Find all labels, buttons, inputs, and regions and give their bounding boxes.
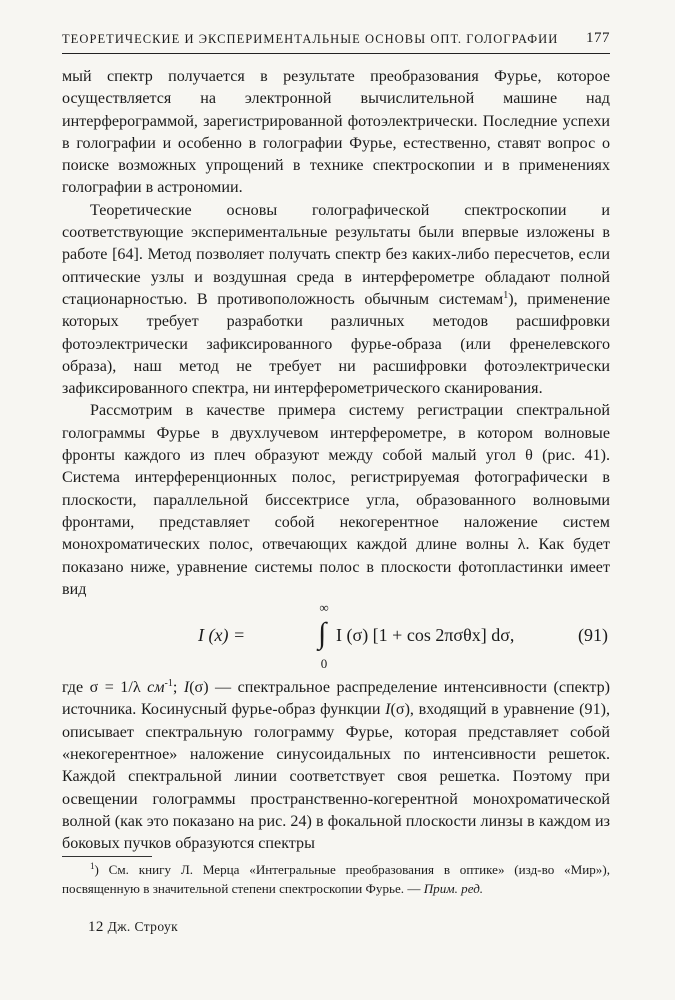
editor-note: Прим. ред. (423, 881, 484, 896)
paragraph-4 (62, 677, 610, 855)
symbol-I-2: I (385, 701, 391, 719)
footnote-rule (62, 856, 152, 857)
main-text (62, 66, 610, 856)
equation-number: (91) (578, 625, 608, 646)
paragraph-2-text-b: ), применение которых требует разработки различных методов расшифровки фотоэлектрически зафиксированного фурье-образа (или френелевского образа), наш метод не требует ни расшифровки фотоэлектрически зафиксированного спектра, ни интерферометрического сканирования. (62, 290, 610, 398)
paragraph-4-text-c: (σ) — спектральное распределение интенсивности (спектр) источника. Косинусный фурье-образ функции (62, 679, 610, 719)
unit-cm: см (147, 679, 165, 697)
paragraph-2 (62, 200, 610, 401)
paragraph-3: Рассмотрим в качестве примера систему регистрации спектральной голограммы Фурье в двухлучевом интерферометре, в котором волновые фронты каждого из плеч образуют между собой малый угол θ (рис. 41). Система интерференционных полос, регистрируемая фотографически в плоскости, параллельной биссектрисе угла, образованного волновыми фронтами, представляет собой некогерентное наложение систем монохроматических полос, отвечающих каждой длине волны λ. Как будет показано ниже, уравнение системы полос в плоскости фотопластинки имеет вид (62, 402, 610, 598)
upper-limit: ∞ (319, 600, 329, 616)
paragraph-4-text-d: (σ), входящий в уравнение (91), описывает спектральную голограмму Фурье, которая представляет собой «некогерентное» наложение синусоидальных по интенсивности решеток. Каждой спектральной линии соответствует своя решетка. Поэтому при освещении голограммы пространственно-когерентной монохроматической волной (как это показано на рис. 24) в фокальной плоскости линзы в каждом из боковых пучков образуются спектры (62, 701, 610, 853)
footnote-mark: 1 (90, 861, 95, 871)
footnote-reference: 1 (503, 289, 509, 301)
running-head (62, 30, 610, 52)
header-rule (62, 53, 610, 54)
equation-rhs: I (σ) [1 + cos 2πσθx] dσ, (336, 625, 515, 646)
paragraph-4-text-b: ; (172, 679, 184, 697)
unit-exponent: -1 (164, 678, 173, 690)
integral-sign: ∫ (318, 617, 327, 651)
paragraph-4-text-a: где σ = 1/λ (62, 679, 141, 697)
signature-author: Дж. Строук (107, 919, 179, 934)
footnote-text: ) См. книгу Л. Мерца «Интегральные преобразования в оптике» (изд-во «Мир»), посвященную в значительной степени спектроскопии Фурье. — (62, 862, 610, 896)
page-number: 177 (586, 30, 610, 46)
footnote (62, 860, 610, 898)
paragraph-2-text-a: Теоретические основы голографической спектроскопии и соответствующие экспериментальные результаты были впервые изложены в работе [64]. Метод позволяет получать спектр без каких-либо пересчетов, если оптические узлы и воздушная среда в интерферометре обладают полной стационарностью. В противоположность обычным системам (62, 201, 610, 308)
equation-lhs: I (x) = (198, 625, 246, 646)
equation-91 (62, 601, 610, 677)
integral-sign-group (314, 601, 334, 677)
lower-limit: 0 (320, 656, 328, 672)
printer-signature (88, 919, 178, 936)
running-title: ТЕОРЕТИЧЕСКИЕ И ЭКСПЕРИМЕНТАЛЬНЫЕ ОСНОВЫ ОПТ. ГОЛОГРАФИИ (62, 32, 559, 46)
symbol-I: I (183, 679, 190, 697)
paragraph-1: мый спектр получается в результате преобразования Фурье, которое осуществляется на электронной вычислительной машине над интерферограммой, зарегистрированной фотоэлектрически. Последние успехи в голографии и особенно в голографии Фурье, естественно, ставят вопрос о поиске возможных упрощений в технике спектроскопии и в применениях голографии в астрономии. (62, 68, 610, 197)
signature-number: 12 (88, 919, 104, 935)
